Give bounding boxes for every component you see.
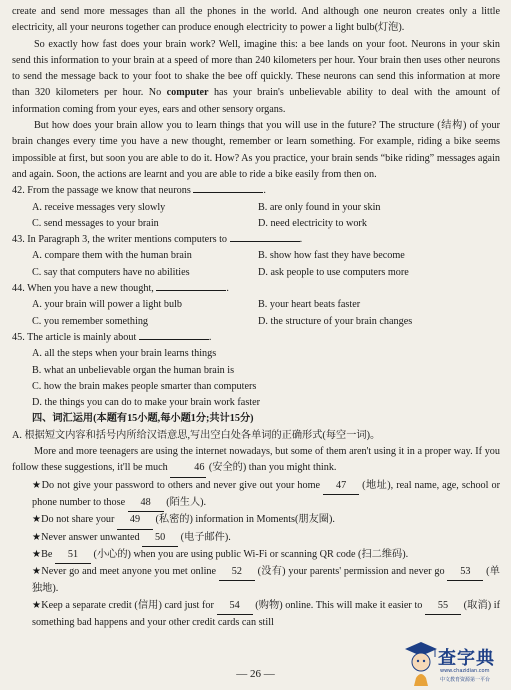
option-c[interactable]: C. how the brain makes people smarter than computers (32, 380, 257, 392)
option-a[interactable]: A. all the steps when your brain learns things (32, 348, 217, 360)
passage-paragraph-3: So exactly how fast does your brain work? Well, imagine this: a bee lands on your foot. Neurons in your skin send this information to your brain at a speed of more than 240 kilometers per hour. Your brain then uses other neurons to send the message back to your foot to shake the bee off quickly. These neurons can send this information at more than 320 kilometers per hour. No computer has your brain's unbelievable ability to deal with the amount of information coming from your eyes, ears and other sensory organs. (12, 38, 500, 115)
option-b[interactable]: B. what an unbelievable organ the human brain is (32, 364, 235, 376)
graduate-mascot-icon (404, 640, 438, 686)
tip-4: ★Be 51 (小心的) when you are using public Wi-Fi or scanning QR code (扫二维码). (12, 547, 500, 564)
blank-50[interactable]: 50 (142, 530, 178, 547)
bold-word-computer: computer (166, 87, 209, 99)
tip-3: ★Never answer unwanted 50 (电子邮件). (12, 530, 500, 547)
option-b[interactable]: B. show how fast they have become (258, 250, 405, 262)
option-c[interactable]: C. you remember something (32, 315, 149, 327)
option-c[interactable]: C. send messages to your brain (32, 217, 159, 229)
option-b[interactable]: B. your heart beats faster (258, 299, 361, 311)
option-c[interactable]: C. say that computers have no abilities (32, 266, 190, 278)
watermark-tagline: 中文教育资源第一平台 (440, 677, 491, 683)
page-number: — 26 — (236, 668, 275, 680)
answer-blank[interactable] (156, 290, 226, 291)
question-42: 42. From the passage we know that neurons . A. receive messages very slowly B. are only found in your skin C. send messages to your brain D. need electricity to work (12, 183, 500, 232)
answer-blank[interactable] (139, 339, 209, 340)
blank-52[interactable]: 52 (219, 564, 255, 581)
section-instruction: A. 根据短文内容和括号内所给汉语意思,写出空白处各单词的正确形式(每空一词)。 (12, 429, 381, 441)
question-43: 43. In Paragraph 3, the writer mentions computers to . A. compare them with the human brain B. show how fast they have become C. say that computers have no abilities D. ask people to use computers more (12, 232, 500, 281)
passage-paragraph-2-end: create and send more messages than all the phones in the world. And although one neuron creates only a little electricity, all your neurons together can produce enough electricity to power a light bulb(灯泡). (12, 6, 500, 34)
blank-47[interactable]: 47 (323, 478, 359, 495)
tip-1: ★Do not give your password to others and never give out your home 47 (地址), real name, age, school or phone number to those 48 (陌生人). (12, 478, 500, 513)
option-b[interactable]: B. are only found in your skin (258, 201, 381, 213)
tip-6: ★Keep a separate credit (信用) card just for 54 (购物) online. This will make it easier to 55 (取消) if something bad happens and your other credit cards can still (32, 599, 500, 628)
cloze-intro: More and more teenagers are using the internet nowadays, but some of them aren't using it in a proper way. If you follow these suggestions, it'll be much 46 (安全的) than you might think. (12, 444, 500, 478)
question-44: 44. When you have a new thought, . A. your brain will power a light bulb B. your heart beats faster C. you remember something D. the structure of your brain changes (12, 281, 500, 330)
option-a[interactable]: A. your brain will power a light bulb (32, 299, 182, 311)
watermark-name: 查字典 (438, 648, 495, 669)
question-45: 45. The article is mainly about . A. all the steps when your brain learns things B. what an unbelievable organ the human brain is C. how the brain makes people smarter than computers D. the things you can do to make your brain work faster (12, 330, 500, 411)
passage-paragraph-4: But how does your brain allow you to learn things that you will use in the future? The structure (结构) of your brain changes every time you have a new thought, remember or learn something. For example, riding a bike seems impossible at first, but soon you are able to do it. How? As you practice, your brain sends “bike riding” messages again and again. Soon, the actions are learnt and you are able to ride a bike easily from then on. (12, 120, 500, 180)
option-d[interactable]: D. need electricity to work (258, 217, 367, 229)
blank-53[interactable]: 53 (447, 564, 483, 581)
worksheet-page (12, 4, 500, 631)
section-heading: 四、词汇运用(本题有15小题,每小题1分;共计15分) (32, 413, 254, 425)
blank-49[interactable]: 49 (117, 512, 153, 529)
watermark-logo (404, 640, 508, 688)
blank-48[interactable]: 48 (128, 495, 164, 512)
tip-2: ★Do not share your 49 (私密的) information in Moments(朋友圈). (12, 512, 500, 529)
option-a[interactable]: A. receive messages very slowly (32, 201, 166, 213)
answer-blank[interactable] (230, 241, 300, 242)
answer-blank[interactable] (193, 192, 263, 193)
blank-55[interactable]: 55 (425, 598, 461, 615)
option-d[interactable]: D. the things you can do to make your brain work faster (32, 397, 261, 409)
blank-51[interactable]: 51 (55, 547, 91, 564)
option-d[interactable]: D. ask people to use computers more (258, 266, 409, 278)
option-d[interactable]: D. the structure of your brain changes (258, 315, 413, 327)
blank-54[interactable]: 54 (217, 598, 253, 615)
watermark-url: www.chazidian.com (440, 668, 490, 674)
option-a[interactable]: A. compare them with the human brain (32, 250, 192, 262)
tip-5: ★Never go and meet anyone you met online 52 (没有) your parents' permission and never go 53 (单独地). (32, 566, 500, 595)
blank-46[interactable]: 46 (170, 460, 206, 477)
